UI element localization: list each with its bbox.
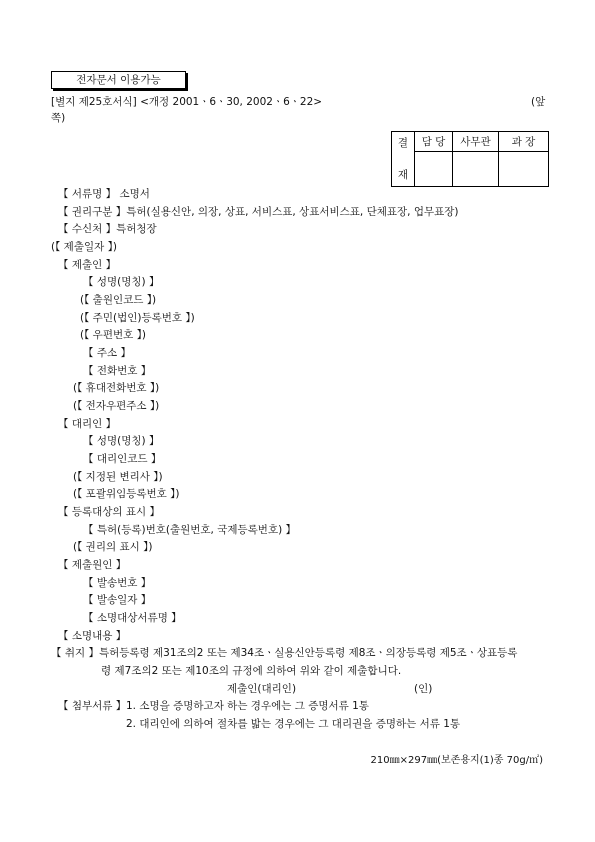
registration-number: 【 특허(등록)번호(출원번호, 국제등록번호) 】	[83, 524, 297, 536]
submitter-phone: 【 전화번호 】	[83, 365, 152, 377]
agent-general-power: (【 포괄위임등록번호 】)	[73, 488, 180, 500]
submitter-mobile: (【 휴대전화번호 】)	[73, 382, 160, 394]
availability-label: 전자문서 이용가능	[51, 71, 186, 89]
submitter-reg-number: (【 주민(법인)등록번호 】)	[80, 312, 195, 324]
submitter-email: (【 전자우편주소 】)	[73, 400, 160, 412]
approval-col-staff: 담 당	[415, 132, 453, 152]
approval-col-officer: 사무관	[453, 132, 499, 152]
purpose-line-1: 【 취지 】특허등록령 제31조의2 또는 제34조ㆍ실용신안등록령 제8조ㆍ의장등록령 제5조ㆍ상표등록	[51, 647, 518, 659]
submitter-name: 【 성명(명칭) 】	[83, 276, 160, 288]
field-right-type: 【 권리구분 】특허(실용신안, 의장, 상표, 서비스표, 상표서비스표, 단체표장, 업무표장)	[58, 206, 459, 218]
agent-name: 【 성명(명칭) 】	[83, 435, 160, 447]
submitter-address: 【 주소 】	[83, 347, 131, 359]
page-side-a: (앞	[531, 96, 546, 108]
field-doc-name: 【 서류명 】 소명서	[58, 188, 150, 200]
field-submit-date: (【 제출일자 】)	[51, 241, 117, 253]
attachments-label: 【 첨부서류 】	[58, 700, 127, 712]
approval-sign-director	[499, 152, 549, 187]
approval-sign-staff	[415, 152, 453, 187]
right-indication: (【 권리의 표시 】)	[73, 541, 153, 553]
attachment-item-2: 2. 대리인에 의하여 절차를 밟는 경우에는 그 대리권을 증명하는 서류 1통	[126, 718, 461, 730]
signer-label: 제출인(대리인)	[227, 683, 297, 695]
approval-side-a: 결	[397, 137, 409, 149]
section-submitter: 【 제출인 】	[58, 259, 117, 271]
agent-patent-attorney: (【 지정된 변리사 】)	[73, 471, 163, 483]
agent-code: 【 대리인코드 】	[83, 453, 162, 465]
section-cause: 【 제출원인 】	[58, 559, 127, 571]
dispatch-number: 【 발송번호 】	[83, 577, 152, 589]
page-side-b: 쪽)	[51, 112, 66, 124]
submitter-code: (【 출원인코드 】)	[80, 294, 157, 306]
field-recipient: 【 수신처 】특허청장	[58, 223, 157, 235]
paper-spec: 210㎜×297㎜(보존용지(1)종 70g/㎡)	[370, 755, 543, 766]
attachment-item-1: 1. 소명을 증명하고자 하는 경우에는 그 증명서류 1통	[126, 700, 369, 712]
approval-sign-officer	[453, 152, 499, 187]
explained-doc-name: 【 소명대상서류명 】	[83, 612, 182, 624]
section-explanation: 【 소명내용 】	[58, 630, 127, 642]
section-registration: 【 등록대상의 표시 】	[58, 506, 161, 518]
approval-side	[392, 132, 415, 187]
section-agent: 【 대리인 】	[58, 418, 117, 430]
seal-mark: (인)	[414, 683, 433, 695]
approval-col-director: 과 장	[499, 132, 549, 152]
purpose-line-2: 령 제7조의2 또는 제10조의 규정에 의하여 위와 같이 제출합니다.	[101, 665, 402, 677]
submitter-postal-code: (【 우편번호 】)	[80, 329, 146, 341]
approval-side-b: 재	[397, 169, 409, 181]
approval-table	[391, 131, 549, 187]
dispatch-date: 【 발송일자 】	[83, 594, 152, 606]
form-reference: [별지 제25호서식] <개정 2001ㆍ6ㆍ30, 2002ㆍ6ㆍ22>	[51, 96, 323, 108]
